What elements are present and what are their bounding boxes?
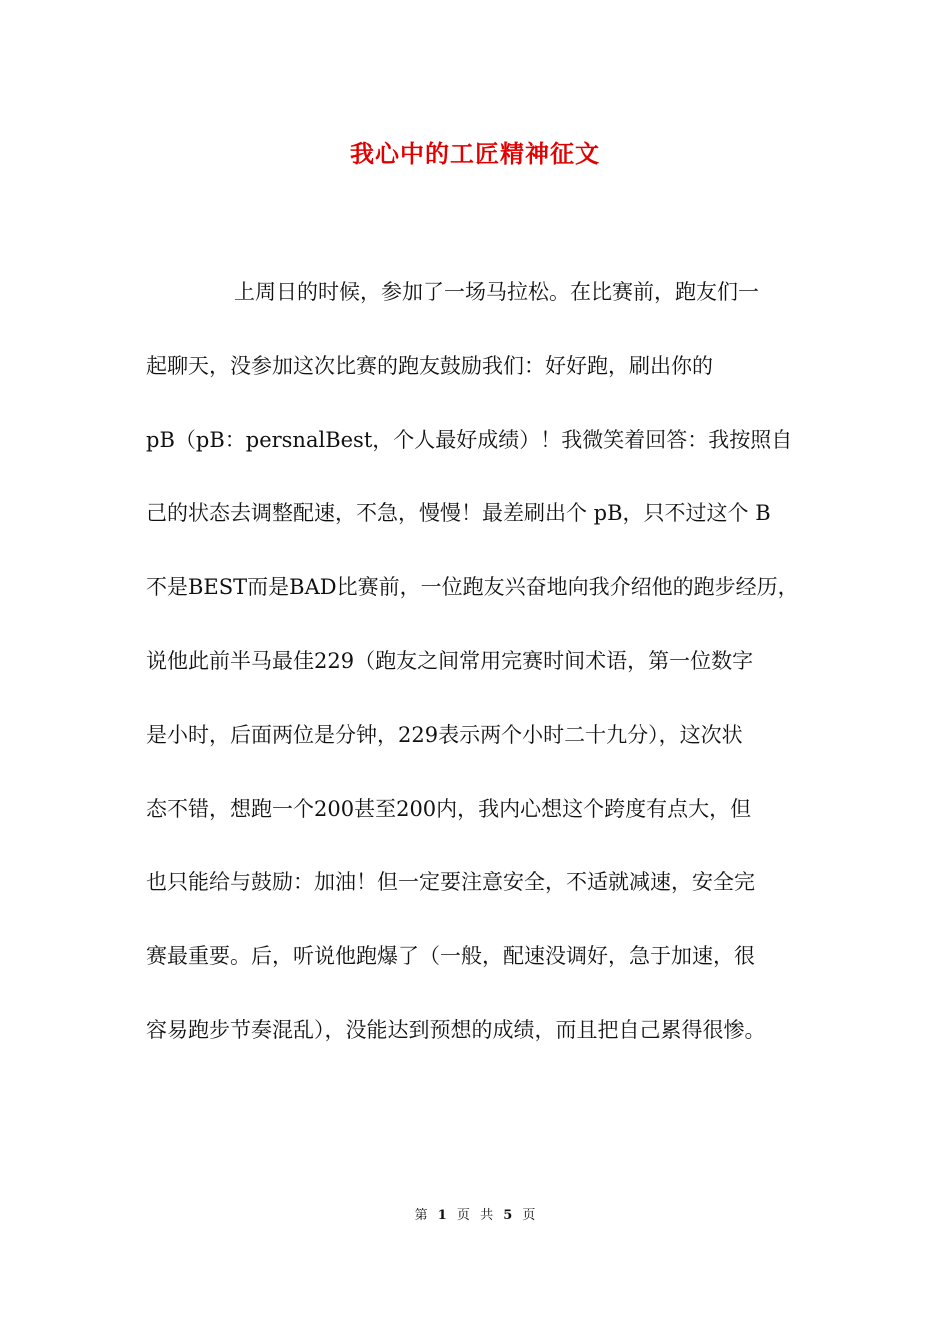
footer-total-pages: 5 (503, 1208, 513, 1223)
document-title: 我心中的工匠精神征文 (350, 139, 600, 168)
body-line: pB（pB：persnalBest，个人最好成绩）！我微笑着回答：我按照自 (146, 427, 793, 452)
body-line: 起聊天，没参加这次比赛的跑友鼓励我们：好好跑，刷出你的 (146, 353, 713, 378)
footer-page-unit: 页 (456, 1208, 470, 1223)
body-line: 说他此前半马最佳229（跑友之间常用完赛时间术语，第一位数字 (146, 648, 754, 673)
body-text (146, 272, 816, 1084)
body-line: 态不错，想跑一个200甚至200内，我内心想这个跨度有点大，但 (146, 796, 752, 821)
body-line: 赛最重要。后，听说他跑爆了（一般，配速没调好，急于加速，很 (146, 944, 755, 969)
body-line: 容易跑步节奏混乱），没能达到预想的成绩，而且把自己累得很惨。 (146, 1017, 766, 1042)
body-line: 己的状态去调整配速，不急，慢慢！最差刷出个 pB，只不过这个 B (146, 501, 771, 526)
body-line: 上周日的时候，参加了一场马拉松。在比赛前，跑友们一 (234, 280, 759, 304)
body-line: 也只能给与鼓励：加油！但一定要注意安全，不适就减速，安全完 (146, 870, 755, 895)
footer-prefix: 第 (414, 1208, 428, 1223)
body-line: 是小时，后面两位是分钟，229表示两个小时二十九分），这次状 (146, 722, 743, 747)
body-line: 不是BEST而是BAD比赛前，一位跑友兴奋地向我介绍他的跑步经历， (146, 575, 799, 600)
footer-total-unit: 页 (522, 1208, 536, 1223)
footer-page-number: 1 (437, 1208, 447, 1223)
page-footer (0, 1206, 950, 1226)
footer-total-prefix: 共 (480, 1208, 494, 1223)
